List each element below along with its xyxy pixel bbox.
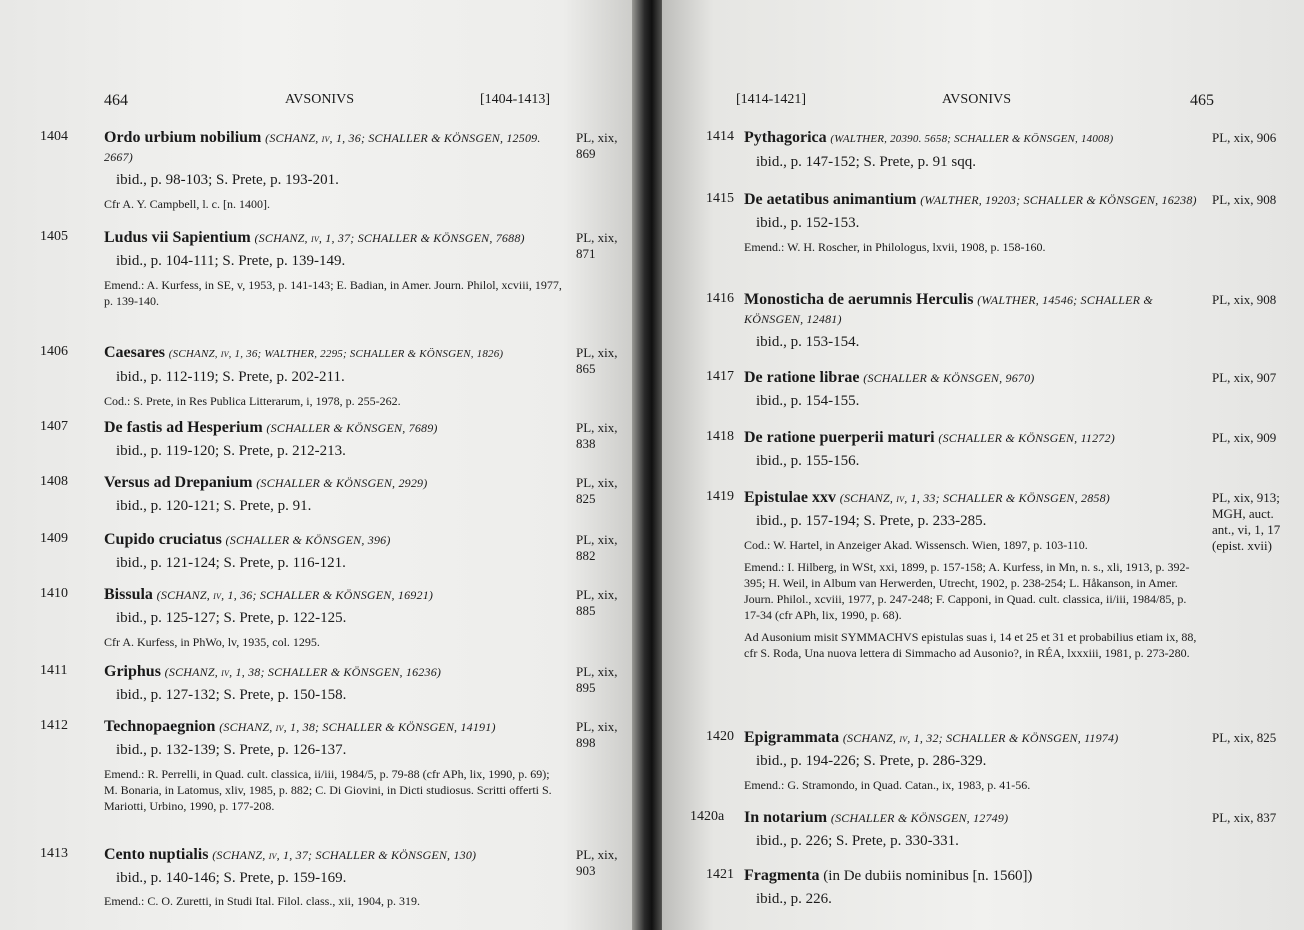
entry-number: 1405 <box>40 229 68 244</box>
entry-note: Cod.: S. Prete, in Res Publica Litterarum, i, 1978, p. 255-262. <box>104 394 401 408</box>
entry-title: De ratione librae <box>744 369 860 386</box>
entry-note: Cfr A. Kurfess, in PhWo, lv, 1935, col. 1295. <box>104 635 320 649</box>
page-range: [1404-1413] <box>480 92 550 107</box>
pl-reference: PL, xix, 895 <box>576 664 618 695</box>
entry-sources: (SCHANZ, iv, 1, 33; SCHALLER & KÖNSGEN, 2858) <box>839 491 1110 505</box>
entry-ref: ibid., p. 157-194; S. Prete, p. 233-285. <box>756 513 987 529</box>
left-page <box>0 0 640 930</box>
entry-number: 1414 <box>706 129 734 144</box>
entry-sources: (WALTHER, 20390. 5658; SCHALLER & KÖNSGEN, 14008) <box>830 133 1114 145</box>
entry-ref: ibid., p. 132-139; S. Prete, p. 126-137. <box>116 742 347 758</box>
entry-sources: (SCHANZ, iv, 1, 38; SCHALLER & KÖNSGEN, 14191) <box>219 720 496 734</box>
entry-ref: ibid., p. 98-103; S. Prete, p. 193-201. <box>116 172 339 188</box>
entry-note: Emend.: G. Stramondo, in Quad. Catan., ix, 1983, p. 41-56. <box>744 778 1031 792</box>
entry-sources: (WALTHER, 19203; SCHALLER & KÖNSGEN, 16238) <box>920 193 1197 207</box>
entry-ref: ibid., p. 155-156. <box>756 453 860 469</box>
entry-sources: (WALTHER, 14546; SCHALLER & KÖNSGEN, 12481) <box>744 293 1153 326</box>
entry-note: Emend.: C. O. Zuretti, in Studi Ital. Filol. class., xii, 1904, p. 319. <box>104 894 420 908</box>
entry-title: Caesares <box>104 344 166 361</box>
entry-ref: ibid., p. 112-119; S. Prete, p. 202-211. <box>116 369 345 385</box>
entry-number: 1416 <box>706 291 734 306</box>
entry-title: Pythagorica <box>744 129 827 146</box>
entry-title: Griphus <box>104 663 161 680</box>
entry-ref: ibid., p. 153-154. <box>756 334 860 350</box>
entry-title: Technopaegnion <box>104 718 216 735</box>
entry-emendations: Emend.: I. Hilberg, in WSt, xxi, 1899, p. 157-158; A. Kurfess, in Mn, n. s., xli, 1913, p. 392-395; H. Weil, in Album van Herwerden, Utrecht, 1902, p. 238-254; L. Håkanson, in Amer. Journ. Philol., xcviii, 1977, p. 247-248; F. Capponi, in Quad. cult. classica, ii/iii, 1984/85, p. 17-34 (cfr APh, lix, 1990, p. 68). <box>744 560 1190 622</box>
entry-title: De ratione puerperii maturi <box>744 429 935 446</box>
page-range: [1414-1421] <box>736 92 806 107</box>
entry-ref: ibid., p. 147-152; S. Prete, p. 91 sqq. <box>756 154 976 170</box>
entry-sources: (SCHALLER & KÖNSGEN, 2929) <box>256 476 428 490</box>
entry-title: Fragmenta <box>744 867 820 884</box>
entry-title: Epigrammata <box>744 729 840 746</box>
pl-reference: PL, xix, 903 <box>576 847 618 878</box>
entry-ref: ibid., p. 104-111; S. Prete, p. 139-149. <box>116 253 346 269</box>
entry-number: 1419 <box>706 489 734 504</box>
entry-number: 1415 <box>706 191 734 206</box>
entry-ref: ibid., p. 226. <box>756 891 832 907</box>
entry-sources: (SCHANZ, iv, 1, 36; SCHALLER & KÖNSGEN, 12509. 2667) <box>104 131 541 164</box>
entry-note: Cod.: W. Hartel, in Anzeiger Akad. Wissensch. Wien, 1897, p. 103-110. <box>744 538 1088 552</box>
entry-number: 1420a <box>690 809 725 824</box>
entry-title: Cento nuptialis <box>104 846 209 863</box>
entry-title: De aetatibus animantium <box>744 191 917 208</box>
entry-title: Ludus vii Sapientium <box>104 229 251 246</box>
pl-reference: PL, xix, 825 <box>576 475 618 506</box>
entry-sources: (in De dubiis nominibus [n. 1560]) <box>823 868 1033 884</box>
entry-ref: ibid., p. 154-155. <box>756 393 860 409</box>
entry-title: Cupido cruciatus <box>104 531 222 548</box>
entry-number: 1412 <box>40 718 68 733</box>
entry-sources: (SCHALLER & KÖNSGEN, 9670) <box>863 371 1035 385</box>
pl-reference: PL, xix, 838 <box>576 420 618 451</box>
entry-title: De fastis ad Hesperium <box>104 419 263 436</box>
pl-reference: PL, xix, 913; MGH, auct. ant., vi, 1, 17 (epist. xvii) <box>1212 490 1281 553</box>
right-header <box>662 92 1304 112</box>
entry-title: Monosticha de aerumnis Herculis <box>744 291 974 308</box>
pl-reference: PL, xix, 882 <box>576 532 618 563</box>
entry-sources: (SCHALLER & KÖNSGEN, 11272) <box>938 431 1115 445</box>
entry-sources: (SCHANZ, iv, 1, 37; SCHALLER & KÖNSGEN, 7688) <box>254 231 525 245</box>
entry-note: Emend.: W. H. Roscher, in Philologus, lxvii, 1908, p. 158-160. <box>744 240 1046 254</box>
pl-reference: PL, xix, 909 <box>1212 430 1277 445</box>
entry-number: 1413 <box>40 846 68 861</box>
entry-number: 1409 <box>40 531 68 546</box>
entry-number: 1411 <box>40 663 68 678</box>
entry-title: Versus ad Drepanium <box>104 474 253 491</box>
entry-number: 1410 <box>40 586 68 601</box>
entry-title: Ordo urbium nobilium <box>104 129 262 146</box>
entry-ref: ibid., p. 120-121; S. Prete, p. 91. <box>116 498 312 514</box>
running-title: AVSONIVS <box>942 92 1011 107</box>
entry-note: Emend.: R. Perrelli, in Quad. cult. classica, ii/iii, 1984/5, p. 79-88 (cfr APh, lix, 1990, p. 69); M. Bonaria, in Latomus, xliv, 1985, p. 882; C. Di Giovini, in Dicti studiosus. Scritti offerti S. Mariotti, Urbino, 1990, p. 177-208. <box>104 767 552 813</box>
entry-note: Emend.: A. Kurfess, in SE, v, 1953, p. 141-143; E. Badian, in Amer. Journ. Philol, xcviii, 1977, p. 139-140. <box>104 278 562 308</box>
pl-reference: PL, xix, 869 <box>576 130 618 161</box>
entry-ref: ibid., p. 121-124; S. Prete, p. 116-121. <box>116 555 346 571</box>
page-number: 464 <box>104 92 128 109</box>
entry-number: 1417 <box>706 369 734 384</box>
pl-reference: PL, xix, 898 <box>576 719 618 750</box>
entry-sources: (SCHALLER & KÖNSGEN, 12749) <box>830 811 1009 825</box>
entry-number: 1406 <box>40 344 68 359</box>
entry-number: 1404 <box>40 129 68 144</box>
pl-reference: PL, xix, 871 <box>576 230 618 261</box>
pl-reference: PL, xix, 908 <box>1212 292 1277 307</box>
entry-sources: (SCHANZ, iv, 1, 36; SCHALLER & KÖNSGEN, 16921) <box>156 588 434 602</box>
entry-ref: ibid., p. 119-120; S. Prete, p. 212-213. <box>116 443 346 459</box>
page-number: 465 <box>1190 92 1214 109</box>
pl-reference: PL, xix, 825 <box>1212 730 1277 745</box>
entry-sources: (SCHALLER & KÖNSGEN, 7689) <box>266 421 438 435</box>
entry-number: 1421 <box>706 867 734 882</box>
entry-ref: ibid., p. 127-132; S. Prete, p. 150-158. <box>116 687 347 703</box>
pl-reference: PL, xix, 837 <box>1212 810 1277 825</box>
entry-sources: (SCHALLER & KÖNSGEN, 396) <box>225 533 391 547</box>
entry-remark: Ad Ausonium misit SYMMACHVS epistulas suas i, 14 et 25 et 31 et probabilius etiam ix, 88, cfr S. Roda, Una nuova lettera di Simmacho ad Ausonio?, in RÉA, lxxxiii, 1981, p. 273-280. <box>744 630 1197 660</box>
running-title: AVSONIVS <box>285 92 354 107</box>
entry-sources: (SCHANZ, iv, 1, 32; SCHALLER & KÖNSGEN, 11974) <box>842 731 1119 745</box>
entry-number: 1420 <box>706 729 734 744</box>
pl-reference: PL, xix, 885 <box>576 587 618 618</box>
entry-number: 1408 <box>40 474 68 489</box>
entry-number: 1407 <box>40 419 68 434</box>
entry-title: Epistulae xxv <box>744 489 837 506</box>
entry-ref: ibid., p. 125-127; S. Prete, p. 122-125. <box>116 610 347 626</box>
pl-reference: PL, xix, 907 <box>1212 370 1277 385</box>
entry-note: Cfr A. Y. Campbell, l. c. [n. 1400]. <box>104 197 270 211</box>
entry-sources: (SCHANZ, iv, 1, 37; SCHALLER & KÖNSGEN, 130) <box>212 848 477 862</box>
entry-title: In notarium <box>744 809 828 826</box>
right-page <box>662 0 1304 930</box>
entry-ref: ibid., p. 226; S. Prete, p. 330-331. <box>756 833 959 849</box>
entry-number: 1418 <box>706 429 734 444</box>
entry-title: Bissula <box>104 586 153 603</box>
entry-ref: ibid., p. 140-146; S. Prete, p. 159-169. <box>116 870 347 886</box>
pl-reference: PL, xix, 865 <box>576 345 618 376</box>
entry-sources: (SCHANZ, iv, 1, 38; SCHALLER & KÖNSGEN, 16236) <box>164 665 442 679</box>
pl-reference: PL, xix, 906 <box>1212 130 1277 145</box>
entry-ref: ibid., p. 152-153. <box>756 215 860 231</box>
pl-reference: PL, xix, 908 <box>1212 192 1277 207</box>
entry-ref: ibid., p. 194-226; S. Prete, p. 286-329. <box>756 753 987 769</box>
left-header <box>0 92 640 112</box>
entry-sources: (SCHANZ, iv, 1, 36; WALTHER, 2295; SCHALLER & KÖNSGEN, 1826) <box>168 348 504 360</box>
